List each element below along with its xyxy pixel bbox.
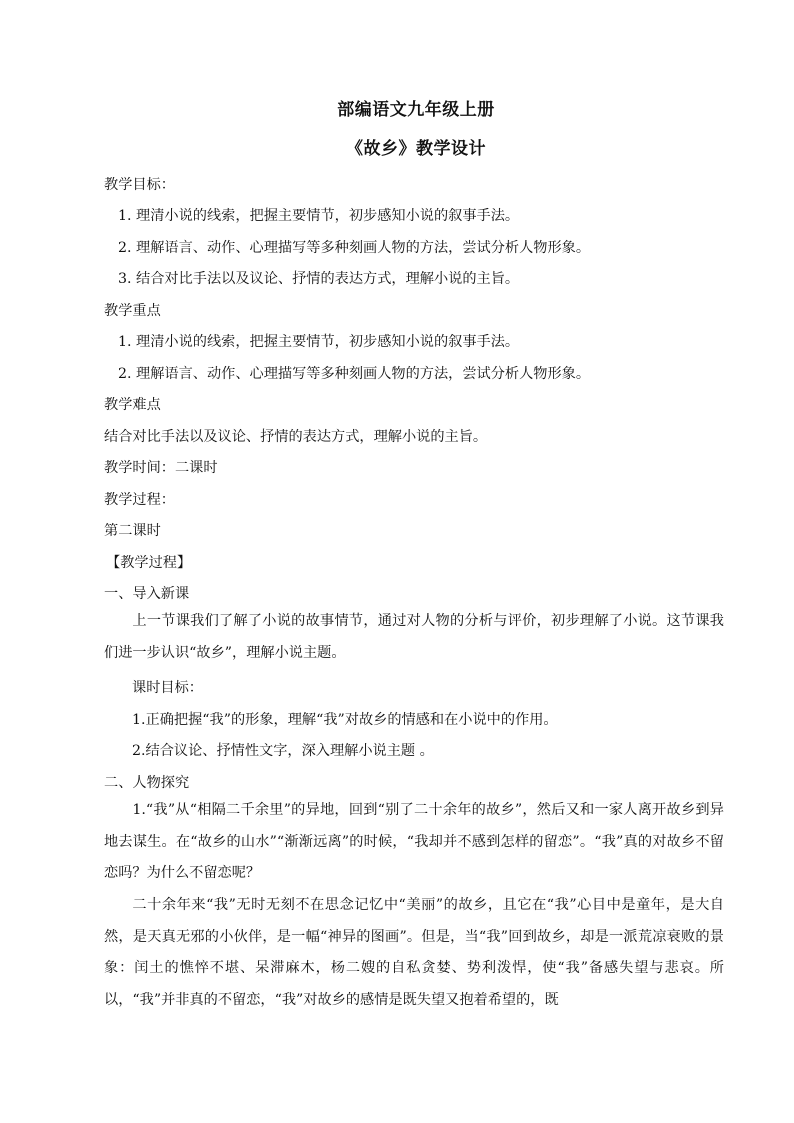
section2-paragraph-2: 二十余年来“我”无时无刻不在思念记忆中“美丽”的故乡，且它在“我”心目中是童年，是大自然，是天真无邪的小伙伴，是一幅“神异的图画”。但是，当“我”回到故乡，却是一派荒凉衰败的景象：闰土的憔悴不堪、呆滞麻木，杨二嫂的自私贪婪、势利泼悍，使“我”备感失望与悲哀。所以，“我”并非真的不留恋，“我”对故乡的感情是既失望又抱着希望的，既 — [104, 897, 724, 1008]
teaching-process-label: 教学过程： — [104, 492, 175, 508]
document-title: 部编语文九年级上册 — [337, 100, 495, 120]
lesson-goal-item-2: 2.结合议论、抒情性文字，深入理解小说主题 。 — [132, 743, 434, 759]
objective-item-1: 1. 理清小说的线索，把握主要情节，初步感知小说的叙事手法。 — [118, 208, 520, 224]
difficulty-text: 结合对比手法以及议论、抒情的表达方式，理解小说的主旨。 — [104, 429, 488, 445]
process-bracket-heading: 【教学过程】 — [106, 555, 192, 571]
section1-paragraph: 上一节课我们了解了小说的故事情节，通过对人物的分析与评价，初步理解了小说。这节课我们进一步认识“故乡”，理解小说主题。 — [104, 613, 724, 661]
lesson-goal-item-1: 1.正确把握“我”的形象，理解“我”对故乡的情感和在小说中的作用。 — [132, 712, 558, 728]
objectives-heading: 教学目标： — [104, 177, 175, 193]
key-point-item-2: 2. 理解语言、动作、心理描写等多种刻画人物的方法，尝试分析人物形象。 — [118, 366, 591, 382]
teaching-time: 教学时间：二课时 — [104, 460, 218, 476]
difficulties-heading: 教学难点 — [104, 397, 161, 413]
objective-item-3: 3. 结合对比手法以及议论、抒情的表达方式，理解小说的主旨。 — [118, 271, 520, 287]
lesson-label: 第二课时 — [104, 523, 161, 539]
section2-heading: 二、人物探究 — [104, 775, 190, 791]
key-points-heading: 教学重点 — [104, 303, 161, 319]
key-point-item-1: 1. 理清小说的线索，把握主要情节，初步感知小说的叙事手法。 — [118, 334, 520, 350]
lesson-goals-heading: 课时目标： — [132, 680, 203, 696]
document-subtitle: 《故乡》教学设计 — [346, 139, 486, 159]
objective-item-2: 2. 理解语言、动作、心理描写等多种刻画人物的方法，尝试分析人物形象。 — [118, 240, 591, 256]
section2-paragraph-1: 1.“我”从“相隔二千余里”的异地，回到“别了二十余年的故乡”，然后又和一家人离开故乡到异地去谋生。在“故乡的山水”“渐渐远离”的时候，“我却并不感到怎样的留恋”。“我”真的对故乡不留恋吗？为什么不留恋呢？ — [104, 802, 724, 881]
section1-heading: 一、导入新课 — [104, 586, 190, 602]
